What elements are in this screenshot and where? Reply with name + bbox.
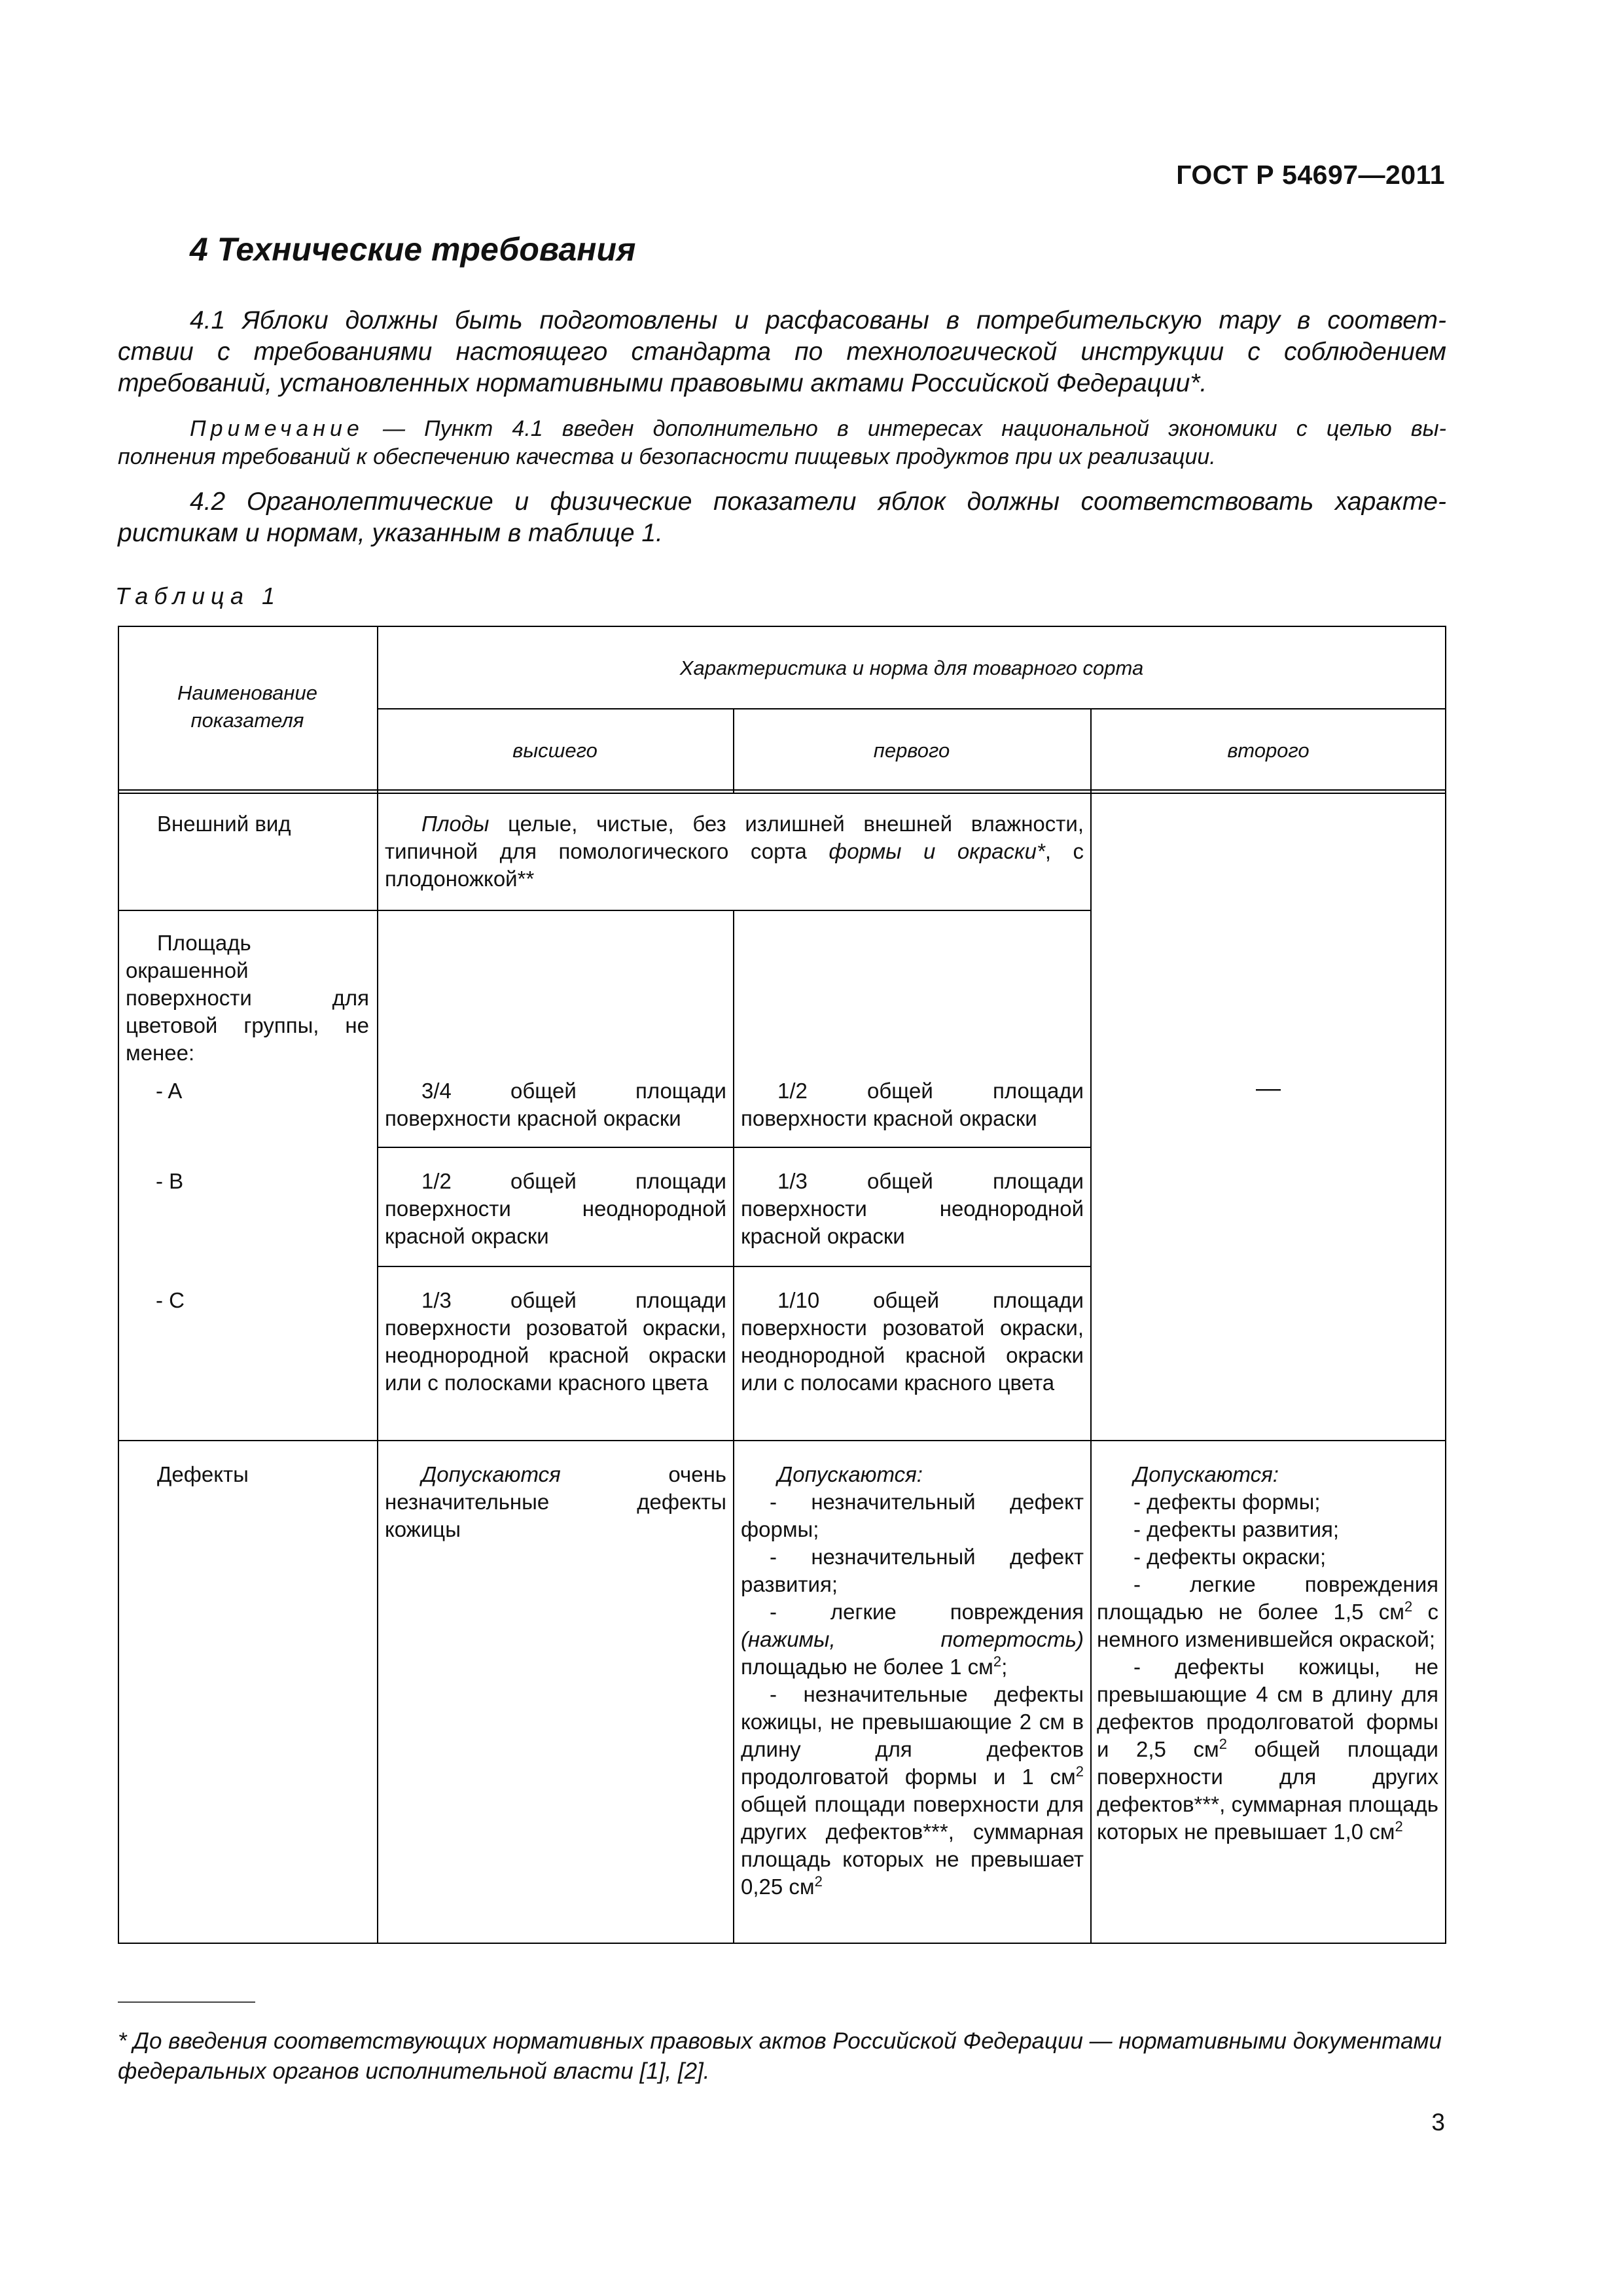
superscript: 2: [993, 1653, 1002, 1670]
defect-item-text: - дефекты кожицы, не превышающие 4 см в длину для дефектов продолговатой формы и 2,5 см: [1097, 1655, 1438, 1761]
defects-text: очень незначительные дефекты кожицы: [385, 1462, 726, 1541]
defect-item: - дефекты окраски;: [1133, 1545, 1327, 1569]
table-rule: [1445, 626, 1446, 1944]
note-text: — Пункт 4.1 введен дополнительно в интересах национальной экономики с целью вы-: [382, 416, 1446, 441]
note-line: [118, 415, 1446, 443]
first-grade-area-a: 1/2 общей площади поверхности красной окраски: [741, 1079, 1084, 1130]
defect-item-text: площадью не более 1 см: [741, 1655, 993, 1679]
appearance-value-italic: Плоды: [421, 812, 490, 836]
defect-item-text: ;: [1001, 1655, 1008, 1679]
defect-item-text: с немного изменившейся окраской;: [1097, 1600, 1438, 1651]
defect-item-text: - легкие повреждения: [770, 1600, 1084, 1624]
paragraph-line-text: 4.2 Органолептические и физические показатели яблок должны соответствовать характе-: [190, 488, 1446, 516]
defect-item: [1097, 1653, 1438, 1846]
document-code: ГОСТ Р 54697—2011: [1176, 160, 1445, 190]
defect-item-text: - незначительные дефекты кожицы, не превышающие 2 см в длину для дефектов продолговатой формы и 1 см: [741, 1682, 1084, 1789]
table-rule: [377, 626, 378, 1944]
superscript: 2: [1395, 1818, 1403, 1835]
paragraph-line: ствии с требованиями настоящего стандарта по технологической инструкции с соблюдением: [118, 338, 1446, 366]
paragraph-4-2: [118, 486, 1446, 549]
defect-item: [741, 1681, 1084, 1901]
footnote: * До введения соответствующих нормативных правовых актов Российской Федерации — нормативными документами федеральных органов исполнительной власти [1], [2].: [118, 2028, 1442, 2084]
defect-item: [1097, 1571, 1438, 1653]
appearance-value: [385, 810, 1084, 893]
appearance-value-text: целые, чистые, без излишней внешней влажности, типичной для помологического сорта: [385, 812, 1084, 863]
paragraph-line: [118, 305, 1446, 336]
table-rule: [118, 789, 1446, 791]
note-paragraph: [118, 415, 1446, 471]
superscript: 2: [1404, 1598, 1413, 1615]
table-rule: [377, 708, 1446, 709]
table-rule: [118, 910, 1092, 911]
table-rule: [118, 626, 119, 1944]
defects-lead: Допускаются: [421, 1462, 561, 1486]
table-caption: Таблица 1: [115, 583, 281, 609]
paragraph-line: ристикам и нормам, указанным в таблице 1.: [118, 519, 663, 547]
defects-lead: Допускаются:: [1133, 1462, 1279, 1486]
note-line: полнения требований к обеспечению качества и безопасности пищевых продуктов при их реализации.: [118, 444, 1216, 469]
page-number: 3: [1431, 2109, 1445, 2136]
second-grade-defects: [1097, 1461, 1438, 1846]
indicator-defects: Дефекты: [157, 1462, 249, 1486]
header-grade-first: первого: [873, 739, 950, 762]
note-label: Примечание: [190, 416, 364, 441]
defect-item-text: общей площади поверхности для других дефектов***, суммарная площадь которых не превышает 1,0 см: [1097, 1737, 1438, 1844]
defect-item-text: общей площади поверхности для других дефектов***, суммарная площадь которых не превышает 0,25 см: [741, 1792, 1084, 1899]
table-rule: [377, 1147, 1092, 1148]
defect-item: - незначительный дефект развития;: [741, 1545, 1084, 1596]
superscript: 2: [814, 1873, 823, 1890]
table-rule: [118, 1440, 1446, 1441]
indicator-colored-area: Площадь окрашенной поверхности для цветовой группы, не менее:: [126, 931, 369, 1065]
paragraph-4-1: [118, 305, 1446, 399]
highest-grade-area-c: 1/3 общей площади поверхности розоватой окраски, неоднородной красной окраски или с полосками красного цвета: [385, 1288, 726, 1395]
defect-item: [741, 1598, 1084, 1681]
defect-item-italic: (нажимы, потертость): [741, 1627, 1084, 1651]
appearance-value-text: , с плодоножкой**: [385, 839, 1084, 891]
highest-grade-area-b: 1/2 общей площади поверхности неоднородной красной окраски: [385, 1169, 726, 1248]
paragraph-line: [118, 486, 1446, 518]
color-group-b: - B: [156, 1169, 184, 1193]
defect-item: - дефекты формы;: [1133, 1490, 1321, 1514]
footnote-divider: [118, 2001, 255, 2003]
first-grade-area-c: 1/10 общей площади поверхности розоватой окраски, неоднородной красной окраски или с полосами красного цвета: [741, 1288, 1084, 1395]
header-grade-second: второго: [1227, 739, 1310, 762]
header-grade-highest: высшего: [512, 739, 597, 762]
defect-item: - незначительный дефект формы;: [741, 1490, 1084, 1541]
table-rule: [118, 1943, 1446, 1944]
defect-item: - дефекты развития;: [1133, 1517, 1340, 1541]
table-rule: [1090, 708, 1092, 1944]
first-grade-area-b: 1/3 общей площади поверхности неоднородной красной окраски: [741, 1169, 1084, 1248]
defect-item-text: - легкие повреждения площадью не более 1,5 см: [1097, 1572, 1438, 1624]
defects-lead: Допускаются:: [777, 1462, 923, 1486]
highest-grade-area-a: 3/4 общей площади поверхности красной окраски: [385, 1079, 726, 1130]
appearance-value-italic: формы и окраски*: [829, 839, 1045, 863]
indicator-appearance: Внешний вид: [157, 812, 291, 836]
paragraph-line-text: 4.1 Яблоки должны быть подготовлены и расфасованы в потребительскую тару в соответ-: [190, 306, 1446, 334]
color-group-c: - C: [156, 1288, 185, 1312]
superscript: 2: [1075, 1763, 1084, 1780]
second-grade-area-value: —: [1256, 1075, 1281, 1102]
table-rule: [377, 1266, 1092, 1267]
first-grade-defects: [741, 1461, 1084, 1901]
table-1: [118, 626, 1446, 1944]
table-rule: [733, 910, 734, 1944]
superscript: 2: [1219, 1736, 1227, 1752]
table-rule: [118, 626, 1446, 627]
section-heading: 4 Технические требования: [190, 231, 636, 268]
header-indicator: Наименование показателя: [177, 681, 317, 732]
highest-grade-defects: [385, 1461, 726, 1543]
table-rule: [118, 793, 1446, 794]
header-grade-group: Характеристика и норма для товарного сорта: [679, 656, 1144, 679]
color-group-a: - A: [156, 1079, 183, 1103]
paragraph-line: требований, установленных нормативными правовыми актами Российской Федерации*.: [118, 369, 1207, 397]
